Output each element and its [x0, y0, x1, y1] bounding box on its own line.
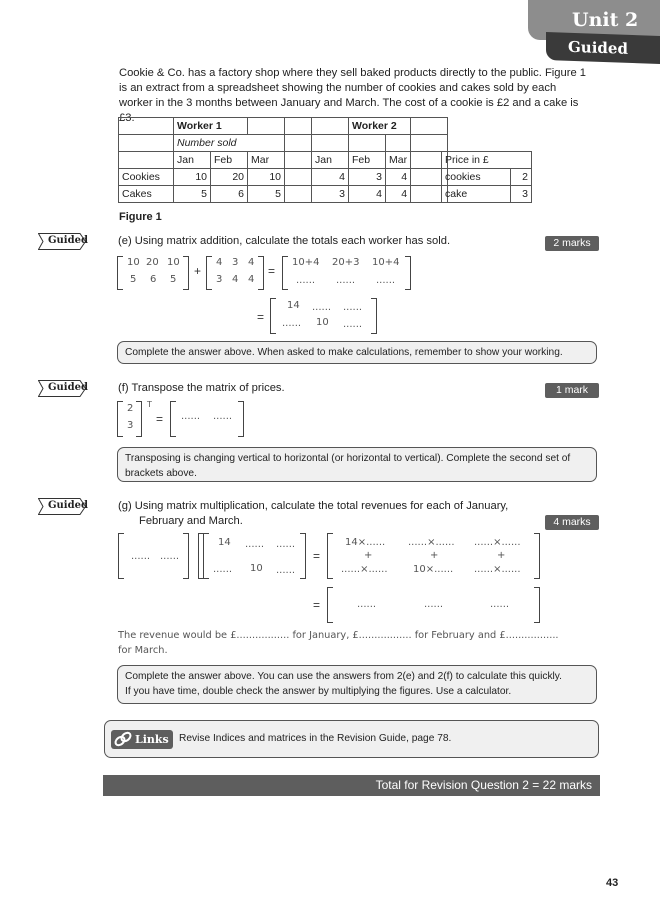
- question-f-text: (f) Transpose the matrix of prices.: [118, 382, 285, 394]
- month-jan: Jan: [174, 152, 211, 169]
- marks-badge-e: 2 marks: [545, 236, 599, 251]
- guided-badge: Guided: [38, 233, 86, 250]
- equals-sign: =: [313, 598, 321, 612]
- table-row: Cakes 5 6 5 3 4 4: [119, 186, 448, 203]
- month-jan: Jan: [312, 152, 349, 169]
- table-row: cookies 2: [442, 169, 532, 186]
- worker1-header: Worker 1: [174, 118, 248, 135]
- hint-box-f: Transposing is changing vertical to horizontal (or horizontal to vertical). Complete the second set of brackets above.: [117, 447, 597, 482]
- month-feb: Feb: [349, 152, 386, 169]
- page-number: 43: [606, 877, 619, 889]
- hint-box-g: Complete the answer above. You can use the answers from 2(e) and 2(f) to calculate this quickly. If you have time, double check the answer by multiplying the figures. Use a calculator.: [117, 665, 597, 704]
- guided-badge: Guided: [38, 380, 86, 397]
- guided-label: Guided: [568, 37, 628, 58]
- unit-label: Unit 2: [572, 9, 639, 31]
- total-marks-bar: Total for Revision Question 2 = 22 marks: [103, 775, 600, 796]
- transpose-mark: T: [147, 400, 152, 409]
- links-text: Revise Indices and matrices in the Revision Guide, page 78.: [179, 733, 452, 744]
- guided-badge: Guided: [38, 498, 86, 515]
- answer-line: The revenue would be £................. for January, £................. for February and £................. for March.: [118, 630, 559, 656]
- worker2-header: Worker 2: [349, 118, 411, 135]
- month-mar: Mar: [248, 152, 285, 169]
- equals-sign: =: [313, 549, 321, 563]
- links-box: [104, 720, 599, 758]
- question-g-text: (g) Using matrix multiplication, calculate the total revenues for each of January, February and March.: [118, 500, 509, 527]
- figure-label: Figure 1: [119, 211, 162, 223]
- question-e-text: (e) Using matrix addition, calculate the totals each worker has sold.: [118, 235, 451, 247]
- table-row: Cookies 10 20 10 4 3 4: [119, 169, 448, 186]
- equals-sign: =: [156, 412, 164, 426]
- month-feb: Feb: [211, 152, 248, 169]
- marks-badge-g: 4 marks: [545, 515, 599, 530]
- guided-tab: [546, 32, 660, 64]
- marks-badge-f: 1 mark: [545, 383, 599, 398]
- hint-box-e: Complete the answer above. When asked to make calculations, remember to show your working.: [117, 341, 597, 364]
- month-mar: Mar: [386, 152, 411, 169]
- number-sold-label: Number sold: [174, 135, 285, 152]
- intro-paragraph: Cookie & Co. has a factory shop where they sell baked products directly to the public. Figure 1 is an extract from a spreadsheet showing the number of cookies and cakes sold by each worker in the 3 months between January and March. The cost of a cookie is £2 and a cake is £3.: [119, 67, 587, 124]
- links-logo: Links: [111, 730, 173, 749]
- plus-sign: +: [194, 264, 202, 278]
- price-header: Price in £: [442, 152, 532, 169]
- sales-table: [118, 117, 448, 203]
- equals-sign: =: [268, 264, 276, 278]
- table-row: cake 3: [442, 186, 532, 203]
- price-table: [441, 151, 532, 203]
- chain-link-icon: [113, 730, 133, 749]
- equals-sign: =: [257, 310, 265, 324]
